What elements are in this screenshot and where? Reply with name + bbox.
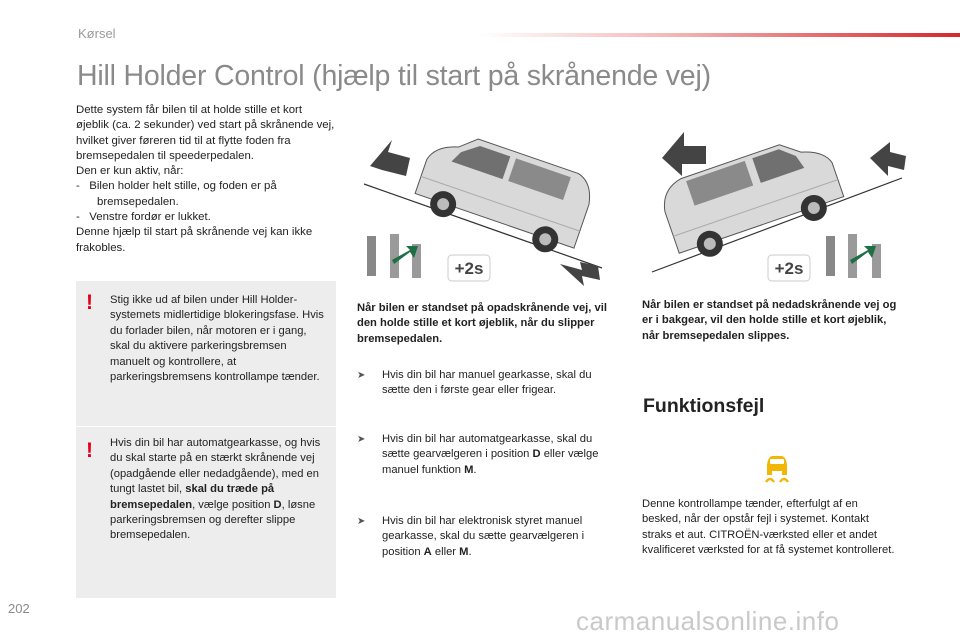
pedals-icon: [367, 234, 421, 278]
list-item: [357, 514, 619, 560]
list-item-text: [382, 432, 619, 478]
intro-paragraph: Dette system får bilen til at holde stille et kort øjeblik (ca. 2 sekunder) ved start på skrånende vej, hvilket giver føreren tid til at flytte foden fra bremsepedalen til speederpedalen.: [76, 104, 335, 162]
list-item: [357, 432, 619, 478]
warning-exclamation-icon: !: [86, 291, 93, 314]
intro-text: [76, 103, 338, 256]
pedals-icon: [826, 234, 881, 278]
intro-condition-lead: Den er kun aktiv, når:: [76, 165, 184, 178]
warning-text-part: , løsne parkeringsbremsen og derefter slippe bremsepedalen.: [110, 498, 316, 542]
list-text-part: eller: [431, 545, 460, 558]
list-item: [357, 368, 619, 399]
warning-exclamation-icon: !: [86, 439, 93, 462]
intro-condition-item: - Venstre fordør er lukket.: [76, 211, 211, 224]
section-header: Kørsel: [78, 26, 116, 41]
list-item-text: Hvis din bil har manuel gearkasse, skal du sætte den i første gear eller frigear.: [382, 369, 592, 397]
bullet-arrow-icon: ➤: [357, 434, 366, 445]
fault-text: Denne kontrollampe tænder, efterfulgt af en besked, når der opstår fejl i systemet. Kontakt straks et aut. CITROËN-værksted eller et andet kvalificeret værksted for at få systemet kontrolleret.: [642, 498, 895, 557]
page-number: 202: [8, 601, 30, 616]
intro-note: Denne hjælp til start på skrånende vej kan ikke frakobles.: [76, 226, 313, 254]
list-text-bold: M: [464, 463, 474, 476]
page-title: Hill Holder Control (hjælp til start på skrånende vej): [77, 60, 711, 92]
list-text-bold: D: [532, 448, 541, 461]
warning-text-part: Hvis din bil har automatgearkasse, og hvis du skal starte på en stærkt skrånende vej (opadgående eller nedadgående), med en tungt lastet bil,: [110, 437, 321, 496]
list-text-part: eller vælge manuel funktion: [382, 448, 599, 476]
timer-badge-text: +2s: [774, 259, 804, 278]
bullet-arrow-icon: ➤: [357, 370, 366, 381]
downhill-illustration: [640, 118, 910, 290]
list-text-bold: M: [459, 545, 469, 558]
uphill-caption: Når bilen er standset på opadskrånende vej, vil den holde stille et kort øjeblik, når du slipper bremsepedalen.: [357, 302, 607, 345]
list-item-text: [382, 514, 619, 560]
bullet-arrow-icon: ➤: [357, 516, 366, 527]
downhill-caption: Når bilen er standset på nedadskrånende vej og er i bakgear, vil den holde stille et kort øjeblik, når bremsepedalen slippes.: [642, 299, 897, 342]
list-text-part: .: [473, 463, 477, 476]
skid-warning-lamp-icon: [757, 449, 797, 485]
list-text-part: Hvis din bil har elektronisk styret manuel gearkasse, skal du sætte gearvælgeren i position: [382, 515, 585, 558]
warning-text-part: , vælge position: [192, 498, 274, 511]
warning-box-2: [76, 427, 336, 598]
warning-text: Stig ikke ud af bilen under Hill Holder-systemets midlertidige blokeringsfase. Hvis du forlader bilen, når motoren er i gang, skal du aktivere parkeringsbremsen manuelt og kontrollere, at parkeringsbremsens kontrollampe tænder.: [110, 294, 324, 384]
watermark: carmanualsonline.info: [576, 606, 840, 636]
warning-text: [110, 436, 326, 544]
intro-condition-item: - Bilen holder helt stille, og foden er på bremsepedalen.: [76, 180, 277, 208]
timer-badge-text: +2s: [454, 259, 484, 278]
fault-heading: Funktionsfejl: [643, 395, 765, 417]
list-text-part: .: [468, 545, 472, 558]
list-text-bold: A: [423, 545, 432, 558]
list-text-part: Hvis din bil har automatgearkasse, skal du sætte gearvælgeren i position: [382, 433, 593, 461]
warning-text-bold: skal du træde på bremsepedalen: [110, 483, 275, 511]
warning-box-1: [76, 281, 336, 426]
uphill-illustration: [352, 118, 622, 290]
header-rule: [480, 33, 960, 37]
warning-text-bold: D: [273, 498, 282, 511]
